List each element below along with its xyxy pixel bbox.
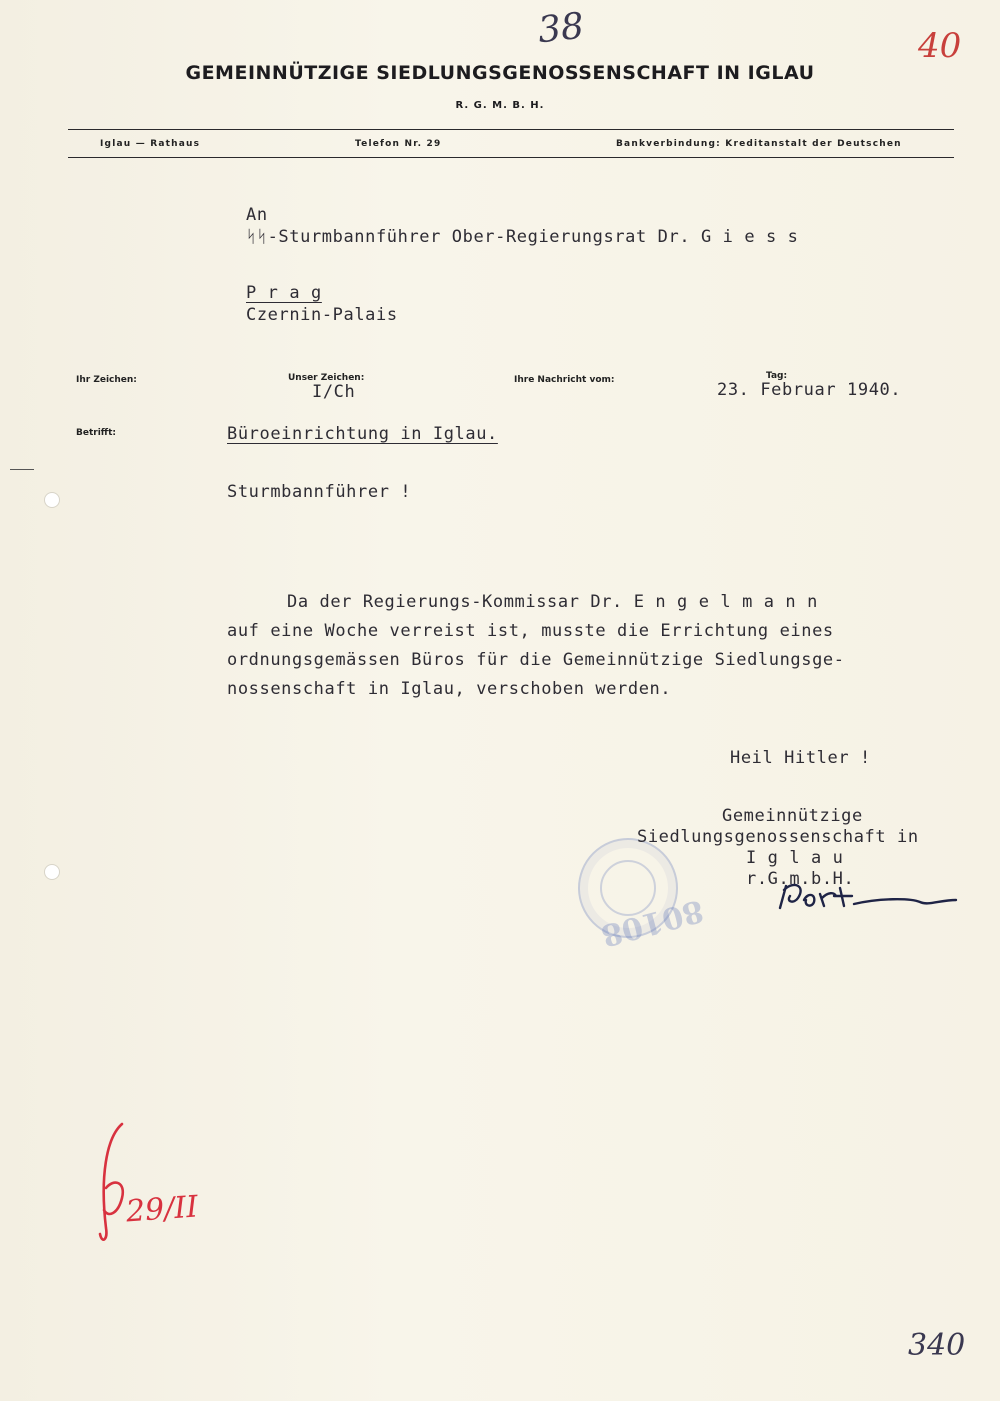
unser-zeichen-value: I/Ch (312, 382, 356, 402)
body-line-4: nossenschaft in Iglau, verschoben werden. (227, 679, 672, 699)
letter-date: 23. Februar 1940. (717, 380, 902, 400)
letterhead-subtitle: R. G. M. B. H. (455, 100, 545, 111)
fold-mark (10, 469, 34, 470)
handwritten-page-number: 340 (908, 1328, 966, 1363)
body-line-3: ordnungsgemässen Büros für die Gemeinnützige Siedlungsge- (227, 650, 845, 670)
body-line-2: auf eine Woche verreist ist, musste die Errichtung eines (227, 621, 834, 641)
handwritten-corner-number: 40 (918, 26, 962, 66)
signature-line-2: Siedlungsgenossenschaft in (637, 827, 919, 847)
recipient-line-an: An (246, 205, 268, 225)
punch-hole-bottom (44, 864, 60, 880)
recipient-street: Czernin-Palais (246, 305, 398, 325)
red-pencil-note: 29/II (124, 1189, 200, 1230)
letterhead-bank: Bankverbindung: Kreditanstalt der Deutschen (616, 139, 902, 149)
letterhead-title: GEMEINNÜTZIGE SIEDLUNGSGENOSSENSCHAFT IN IGLAU (185, 62, 815, 84)
ihre-nachricht-label: Ihre Nachricht vom: (514, 375, 615, 385)
letterhead-phone: Telefon Nr. 29 (355, 139, 442, 149)
signature-line-3: I g l a u (746, 848, 844, 868)
unser-zeichen-label: Unser Zeichen: (288, 373, 365, 383)
handwritten-signature (770, 878, 960, 918)
body-line-1: Da der Regierungs-Kommissar Dr. E n g e l m a n n (287, 592, 818, 612)
handwritten-folio-number: 38 (535, 5, 586, 52)
salutation: Sturmbannführer ! (227, 482, 412, 502)
closing-greeting: Heil Hitler ! (730, 748, 871, 768)
letter-subject: Büroeinrichtung in Iglau. (227, 424, 498, 444)
red-pencil-mark (92, 1118, 132, 1248)
recipient-city: P r a g (246, 283, 322, 303)
letterhead-rule-bottom (68, 157, 954, 158)
archive-stamp-number: 80108 (597, 892, 708, 953)
betrifft-label: Betrifft: (76, 428, 116, 438)
signature-line-1: Gemeinnützige (722, 806, 863, 826)
ihr-zeichen-label: Ihr Zeichen: (76, 375, 137, 385)
tag-label: Tag: (766, 371, 788, 381)
letterhead-address: Iglau — Rathaus (100, 139, 201, 149)
signature-line-4: r.G.m.b.H. (746, 869, 855, 889)
recipient-name: ᛋᛋ-Sturmbannführer Ober-Regierungsrat Dr. G i e s s (246, 227, 799, 247)
punch-hole-top (44, 492, 60, 508)
letterhead-rule-top (68, 129, 954, 130)
